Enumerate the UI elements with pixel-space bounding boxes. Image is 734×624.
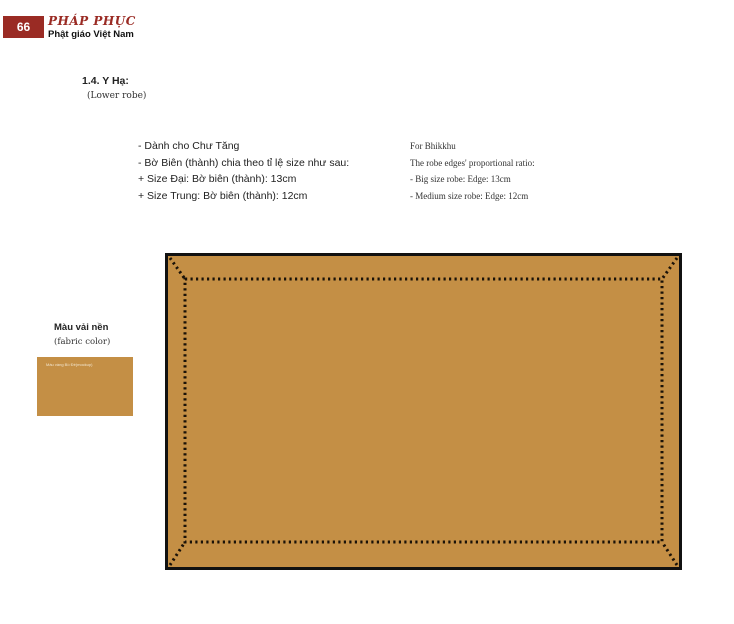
- page-number-badge: [3, 16, 44, 38]
- en-note-line: - Big size robe: Edge: 13cm: [410, 174, 511, 184]
- en-note-line: - Medium size robe: Edge: 12cm: [410, 190, 529, 201]
- swatch-title: Màu vải nền: [54, 322, 109, 333]
- en-note-line: The robe edges' proportional ratio:: [410, 157, 535, 168]
- section-title: 1.4. Y Hạ:: [82, 75, 129, 87]
- vi-note-line: + Size Trung: Bờ biên (thành): 12cm: [138, 189, 308, 202]
- page-number: 66: [16, 20, 31, 34]
- brand-title: PHÁP PHỤC: [48, 14, 136, 28]
- lower-robe-diagram: [165, 253, 682, 570]
- vi-note-line: - Bờ Biên (thành) chia theo tỉ lệ size như sau:: [138, 156, 350, 169]
- vi-note-line: - Dành cho Chư Tăng: [138, 140, 240, 152]
- en-note-line: For Bhikkhu: [410, 141, 456, 151]
- robe-fabric: [167, 255, 681, 569]
- vi-note-line: + Size Đại: Bờ biên (thành): 13cm: [138, 173, 297, 185]
- section-subtitle: (Lower robe): [87, 91, 147, 101]
- fabric-color-swatch: [37, 357, 133, 416]
- english-notes: [410, 138, 535, 204]
- swatch-subtitle: (fabric color): [54, 337, 111, 347]
- vietnamese-notes: [138, 138, 349, 204]
- brand-subtitle: Phật giáo Việt Nam: [48, 29, 134, 40]
- swatch-label: Màu vàng Bồ Đề(mockup): [46, 362, 93, 367]
